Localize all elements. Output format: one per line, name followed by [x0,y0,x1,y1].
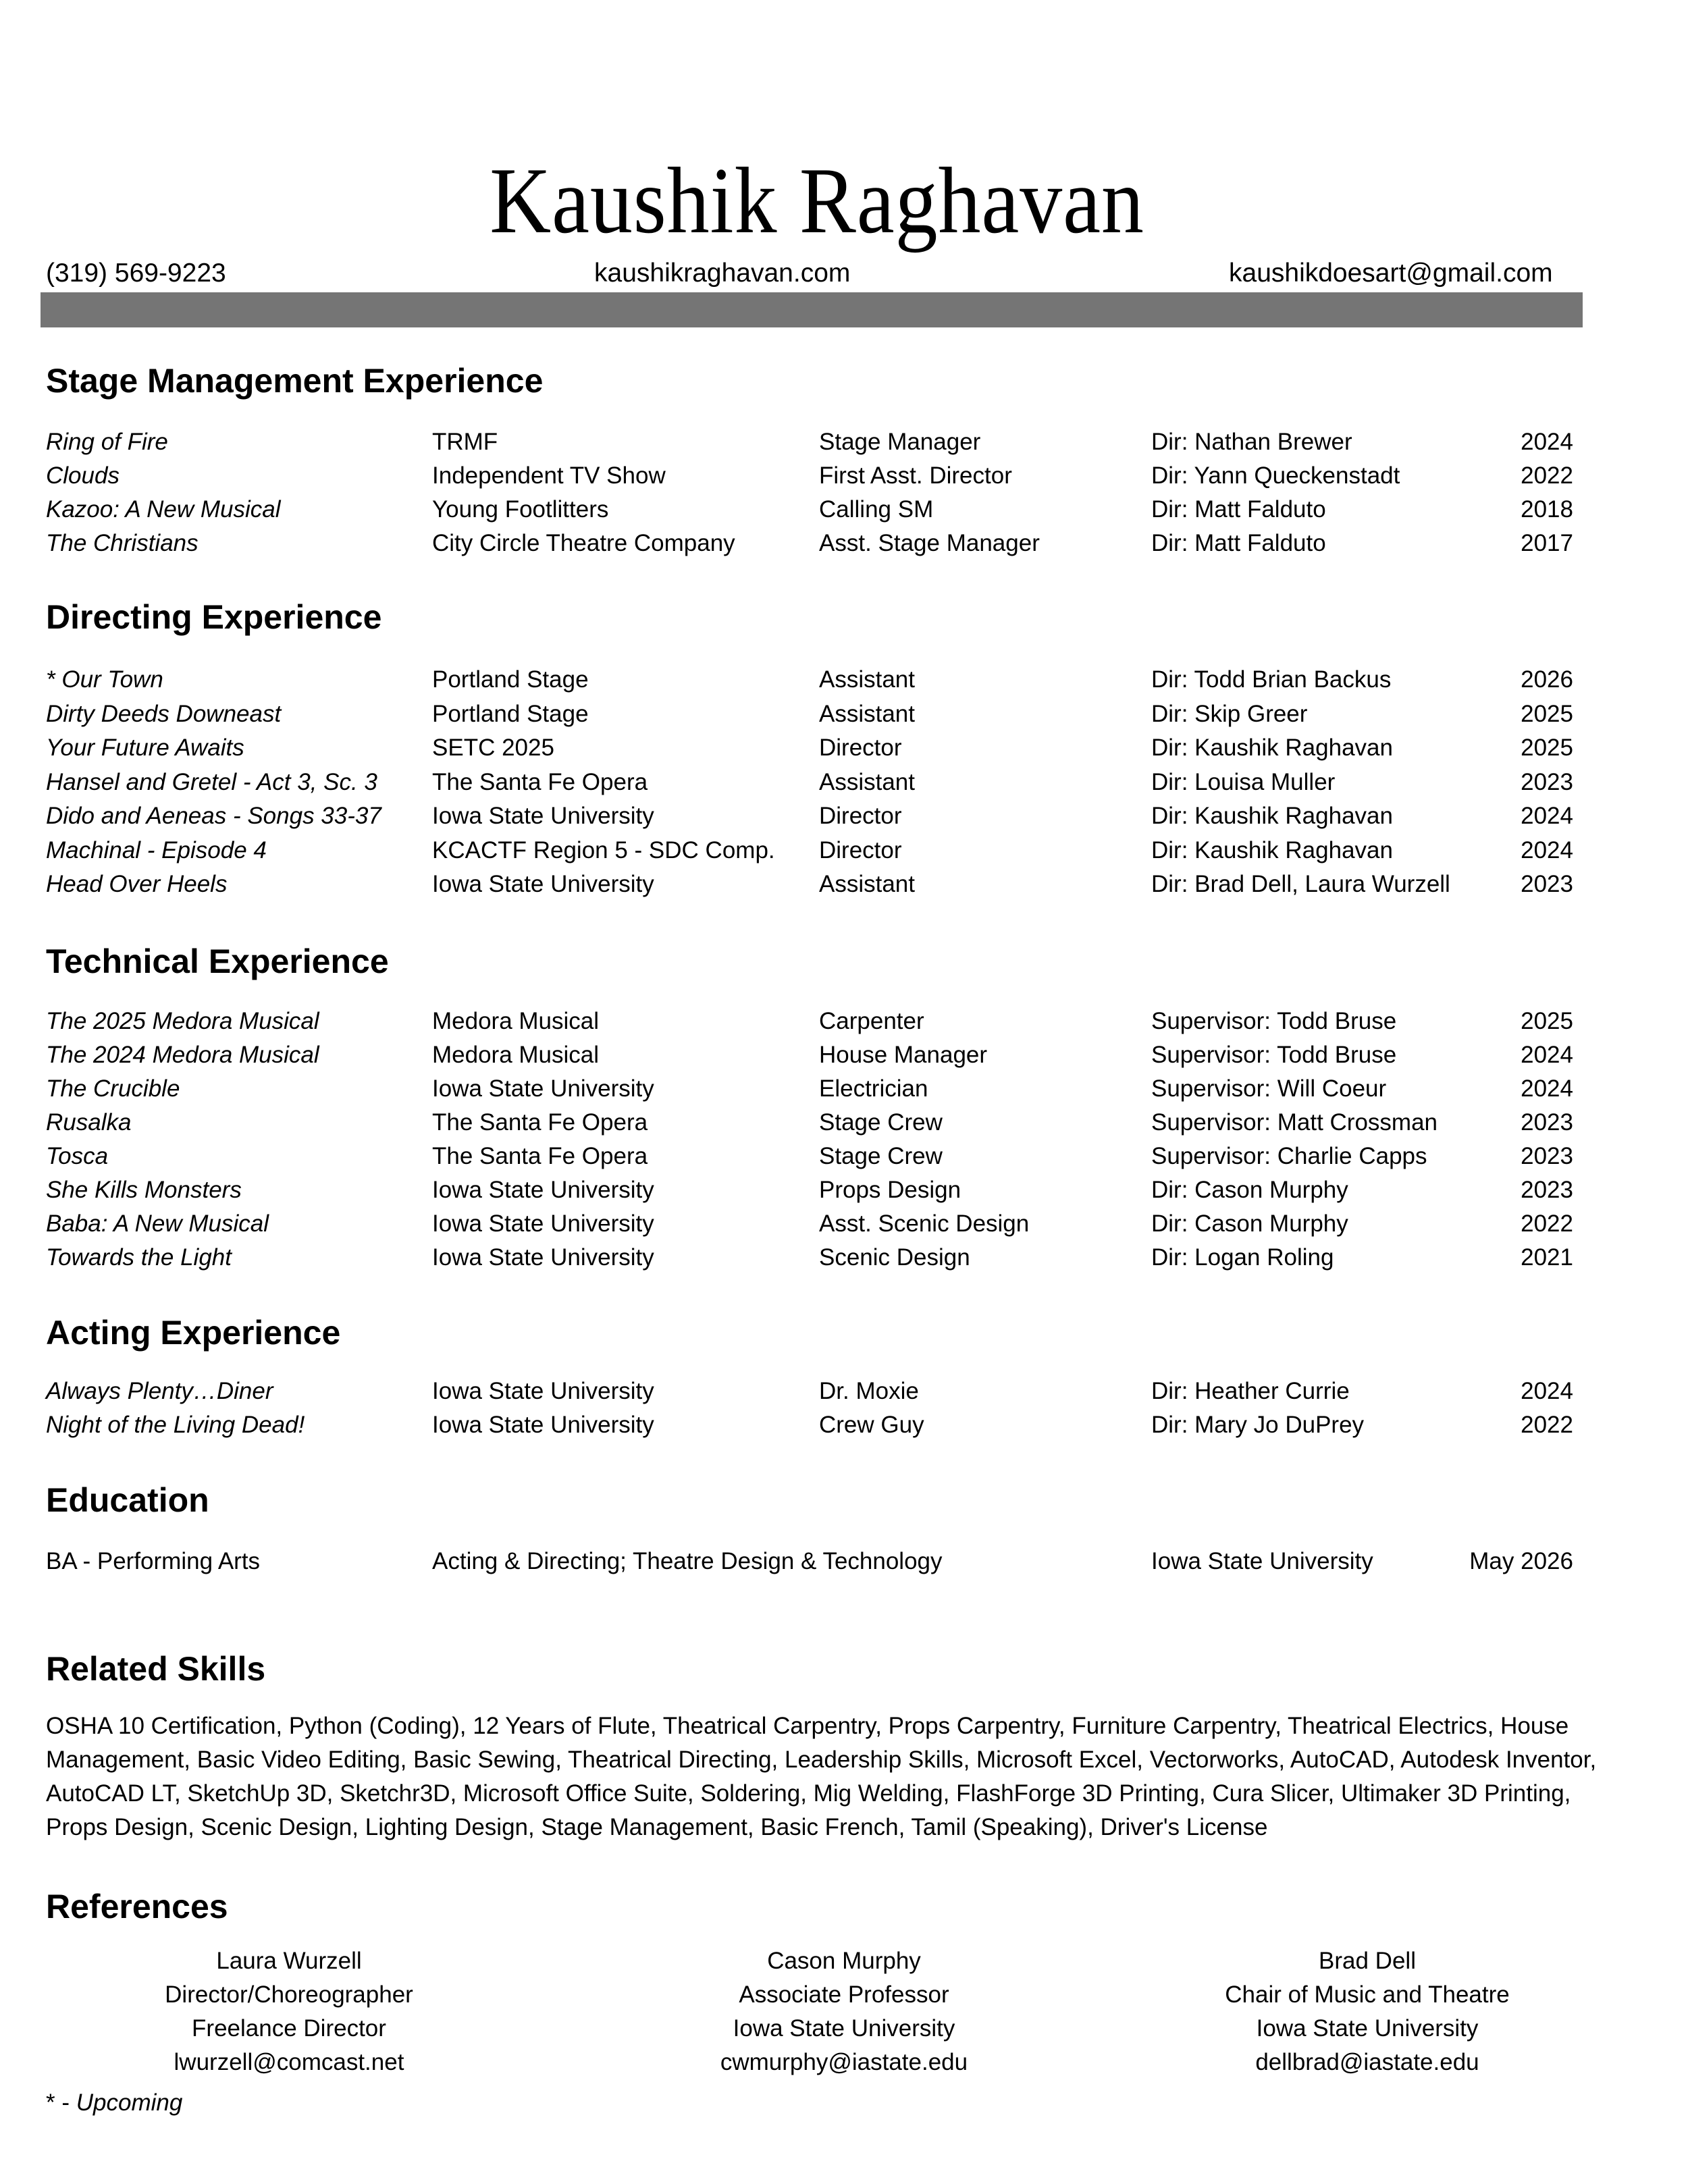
director: Dir: Matt Falduto [1151,496,1326,523]
director: Dir: Cason Murphy [1151,1210,1348,1237]
role: Stage Manager [819,429,981,455]
production-title: Rusalka [46,1109,132,1136]
production-title: Kazoo: A New Musical [46,496,281,523]
table-row [0,1038,1688,1072]
footnote [46,2086,182,2120]
director: Supervisor: Will Coeur [1151,1075,1387,1102]
table-row [0,1375,1688,1408]
company: TRMF [432,429,498,455]
company: Iowa State University [432,871,654,897]
production-title: The 2024 Medora Musical [46,1042,319,1068]
director: Dir: Cason Murphy [1151,1177,1348,1203]
role: Director [819,735,902,761]
role: Asst. Scenic Design [819,1210,1030,1237]
company: Iowa State University [432,803,654,829]
company: Iowa State University [432,1210,654,1237]
director: Dir: Mary Jo DuPrey [1151,1412,1365,1438]
reference-org: Iowa State University [1256,2015,1479,2042]
year: 2018 [1521,496,1573,523]
role: Carpenter [819,1008,924,1034]
production-title: Head Over Heels [46,871,228,897]
company: Iowa State University [432,1412,654,1438]
company: SETC 2025 [432,735,554,761]
section-heading-technical: Technical Experience [46,942,389,980]
table-row [0,766,1688,799]
company: The Santa Fe Opera [432,1143,648,1169]
reference-name: Brad Dell [1319,1948,1416,1974]
table-row [0,1173,1688,1207]
role: First Asst. Director [819,462,1012,489]
director: Dir: Louisa Muller [1151,768,1336,795]
company: KCACTF Region 5 - SDC Comp. [432,836,775,863]
director: Supervisor: Todd Bruse [1151,1008,1397,1034]
table-row [0,459,1688,493]
table-row [0,799,1688,833]
reference-card [1165,1944,1570,2079]
production-title: Night of the Living Dead! [46,1412,305,1438]
focus: Acting & Directing; Theatre Design & Technology [432,1548,943,1574]
role: Director [819,803,902,829]
production-title: Your Future Awaits [46,735,244,761]
year: 2025 [1521,700,1573,727]
company: Iowa State University [432,1378,654,1404]
education-row [0,1545,1688,1578]
company: Medora Musical [432,1042,600,1068]
company: The Santa Fe Opera [432,1109,648,1136]
section-heading-directing: Directing Experience [46,598,382,636]
table-row [0,1207,1688,1241]
role: House Manager [819,1042,988,1068]
role: Electrician [819,1075,928,1102]
year: 2024 [1521,803,1573,829]
company: The Santa Fe Opera [432,768,648,795]
table-row [0,425,1688,459]
year: 2023 [1521,1143,1573,1169]
director: Dir: Heather Currie [1151,1378,1350,1404]
reference-name: Cason Murphy [767,1948,921,1974]
table-row [0,1241,1688,1275]
role: Director [819,836,902,863]
production-title: Always Plenty…Diner [46,1378,273,1404]
production-title: The Christians [46,530,199,556]
year: 2023 [1521,1109,1573,1136]
role: Assistant [819,666,915,693]
director: Dir: Nathan Brewer [1151,429,1352,455]
year: 2023 [1521,871,1573,897]
director: Dir: Logan Roling [1151,1244,1334,1271]
section-heading-skills: Related Skills [46,1650,266,1688]
director: Dir: Kaushik Raghavan [1151,735,1393,761]
reference-title: Director/Choreographer [165,1981,413,2008]
reference-card [86,1944,492,2079]
table-row [0,493,1688,527]
director: Dir: Todd Brian Backus [1151,666,1392,693]
company: Medora Musical [432,1008,600,1034]
director: Supervisor: Todd Bruse [1151,1042,1397,1068]
year: 2022 [1521,1210,1573,1237]
table-row [0,1408,1688,1442]
reference-org: Freelance Director [192,2015,386,2042]
table-row [0,1140,1688,1173]
role: Scenic Design [819,1244,970,1271]
year: 2025 [1521,735,1573,761]
director: Dir: Skip Greer [1151,700,1308,727]
director: Dir: Kaushik Raghavan [1151,836,1393,863]
company: Iowa State University [432,1075,654,1102]
reference-card [641,1944,1047,2079]
production-title: Baba: A New Musical [46,1210,269,1237]
director: Dir: Kaushik Raghavan [1151,803,1393,829]
company: Iowa State University [432,1177,654,1203]
year: 2017 [1521,530,1573,556]
section-heading-references: References [46,1888,228,1925]
table-row [0,1072,1688,1106]
role: Stage Crew [819,1109,943,1136]
table-row [0,527,1688,560]
year: 2024 [1521,429,1573,455]
table-row [0,697,1688,731]
table-row [0,731,1688,765]
reference-title: Chair of Music and Theatre [1225,1981,1510,2008]
phone-number: (319) 569-9223 [46,259,226,288]
year: 2024 [1521,1075,1573,1102]
section-heading-education: Education [46,1481,209,1519]
table-row [0,1005,1688,1038]
reference-title: Associate Professor [739,1981,949,2008]
role: Calling SM [819,496,934,523]
role: Crew Guy [819,1412,924,1438]
director: Dir: Brad Dell, Laura Wurzell [1151,871,1450,897]
year: 2025 [1521,1008,1573,1034]
section-heading-stage-management: Stage Management Experience [46,362,544,400]
year: 2024 [1521,1378,1573,1404]
director: Dir: Yann Queckenstadt [1151,462,1400,489]
table-row [0,834,1688,868]
reference-email[interactable]: cwmurphy@iastate.edu [720,2049,968,2075]
email-link[interactable]: kaushikdoesart@gmail.com [1229,259,1553,288]
degree: BA - Performing Arts [46,1548,261,1574]
skills-paragraph: OSHA 10 Certification, Python (Coding), 12 Years of Flute, Theatrical Carpentry, Props Carpentry, Furniture Carpentry, Theatrical Electrics, House Management, Basic Video Editing, Basic Sewing, Theatrical Directing, Leadership Skills, Microsoft Excel, Vectorworks, AutoCAD, Autodesk Inventor, AutoCAD LT, SketchUp 3D, Sketchr3D, Microsoft Office Suite, Soldering, Mig Welding, FlashForge 3D Printing, Cura Slicer, Ultimaker 3D Printing, Props Design, Scenic Design, Lighting Design, Stage Management, Basic French, Tamil (Speaking), Driver's License [46,1713,1597,1840]
reference-name: Laura Wurzell [216,1948,362,1974]
year: 2021 [1521,1244,1573,1271]
company: City Circle Theatre Company [432,530,735,556]
role: Assistant [819,871,915,897]
company: Portland Stage [432,666,589,693]
section-heading-acting: Acting Experience [46,1314,341,1352]
header-divider-bar [41,292,1583,327]
company: Portland Stage [432,700,589,727]
production-title: Hansel and Gretel - Act 3, Sc. 3 [46,768,377,795]
production-title: Machinal - Episode 4 [46,836,267,863]
director: Supervisor: Charlie Capps [1151,1143,1427,1169]
production-title: Ring of Fire [46,429,168,455]
production-title: The 2025 Medora Musical [46,1008,319,1034]
year: 2026 [1521,666,1573,693]
reference-org: Iowa State University [733,2015,955,2042]
company: Independent TV Show [432,462,666,489]
footnote-text: Upcoming [76,2089,183,2116]
production-title: Dirty Deeds Downeast [46,700,282,727]
year: 2023 [1521,1177,1573,1203]
graduation-date: May 2026 [1469,1548,1573,1574]
role: Asst. Stage Manager [819,530,1040,556]
reference-email[interactable]: lwurzell@comcast.net [174,2049,404,2075]
footnote-marker: * - [46,2089,76,2116]
role: Dr. Moxie [819,1378,919,1404]
director: Dir: Matt Falduto [1151,530,1326,556]
role: Props Design [819,1177,961,1203]
company: Iowa State University [432,1244,654,1271]
year: 2024 [1521,1042,1573,1068]
year: 2023 [1521,768,1573,795]
production-title: Clouds [46,462,120,489]
table-row [0,868,1688,901]
year: 2022 [1521,1412,1573,1438]
year: 2022 [1521,462,1573,489]
production-title: She Kills Monsters [46,1177,242,1203]
reference-email[interactable]: dellbrad@iastate.edu [1255,2049,1479,2075]
production-title: Tosca [46,1143,109,1169]
director: Supervisor: Matt Crossman [1151,1109,1438,1136]
website-link[interactable]: kaushikraghavan.com [594,259,851,288]
school: Iowa State University [1151,1548,1373,1574]
table-row [0,1106,1688,1140]
table-row [0,663,1688,697]
year: 2024 [1521,836,1573,863]
production-title: * Our Town [46,666,163,693]
resume-name: Kaushik Raghavan [490,149,1144,253]
role: Assistant [819,768,915,795]
production-title: Towards the Light [46,1244,232,1271]
company: Young Footlitters [432,496,609,523]
production-title: The Crucible [46,1075,180,1102]
role: Stage Crew [819,1143,943,1169]
role: Assistant [819,700,915,727]
production-title: Dido and Aeneas - Songs 33-37 [46,803,381,829]
